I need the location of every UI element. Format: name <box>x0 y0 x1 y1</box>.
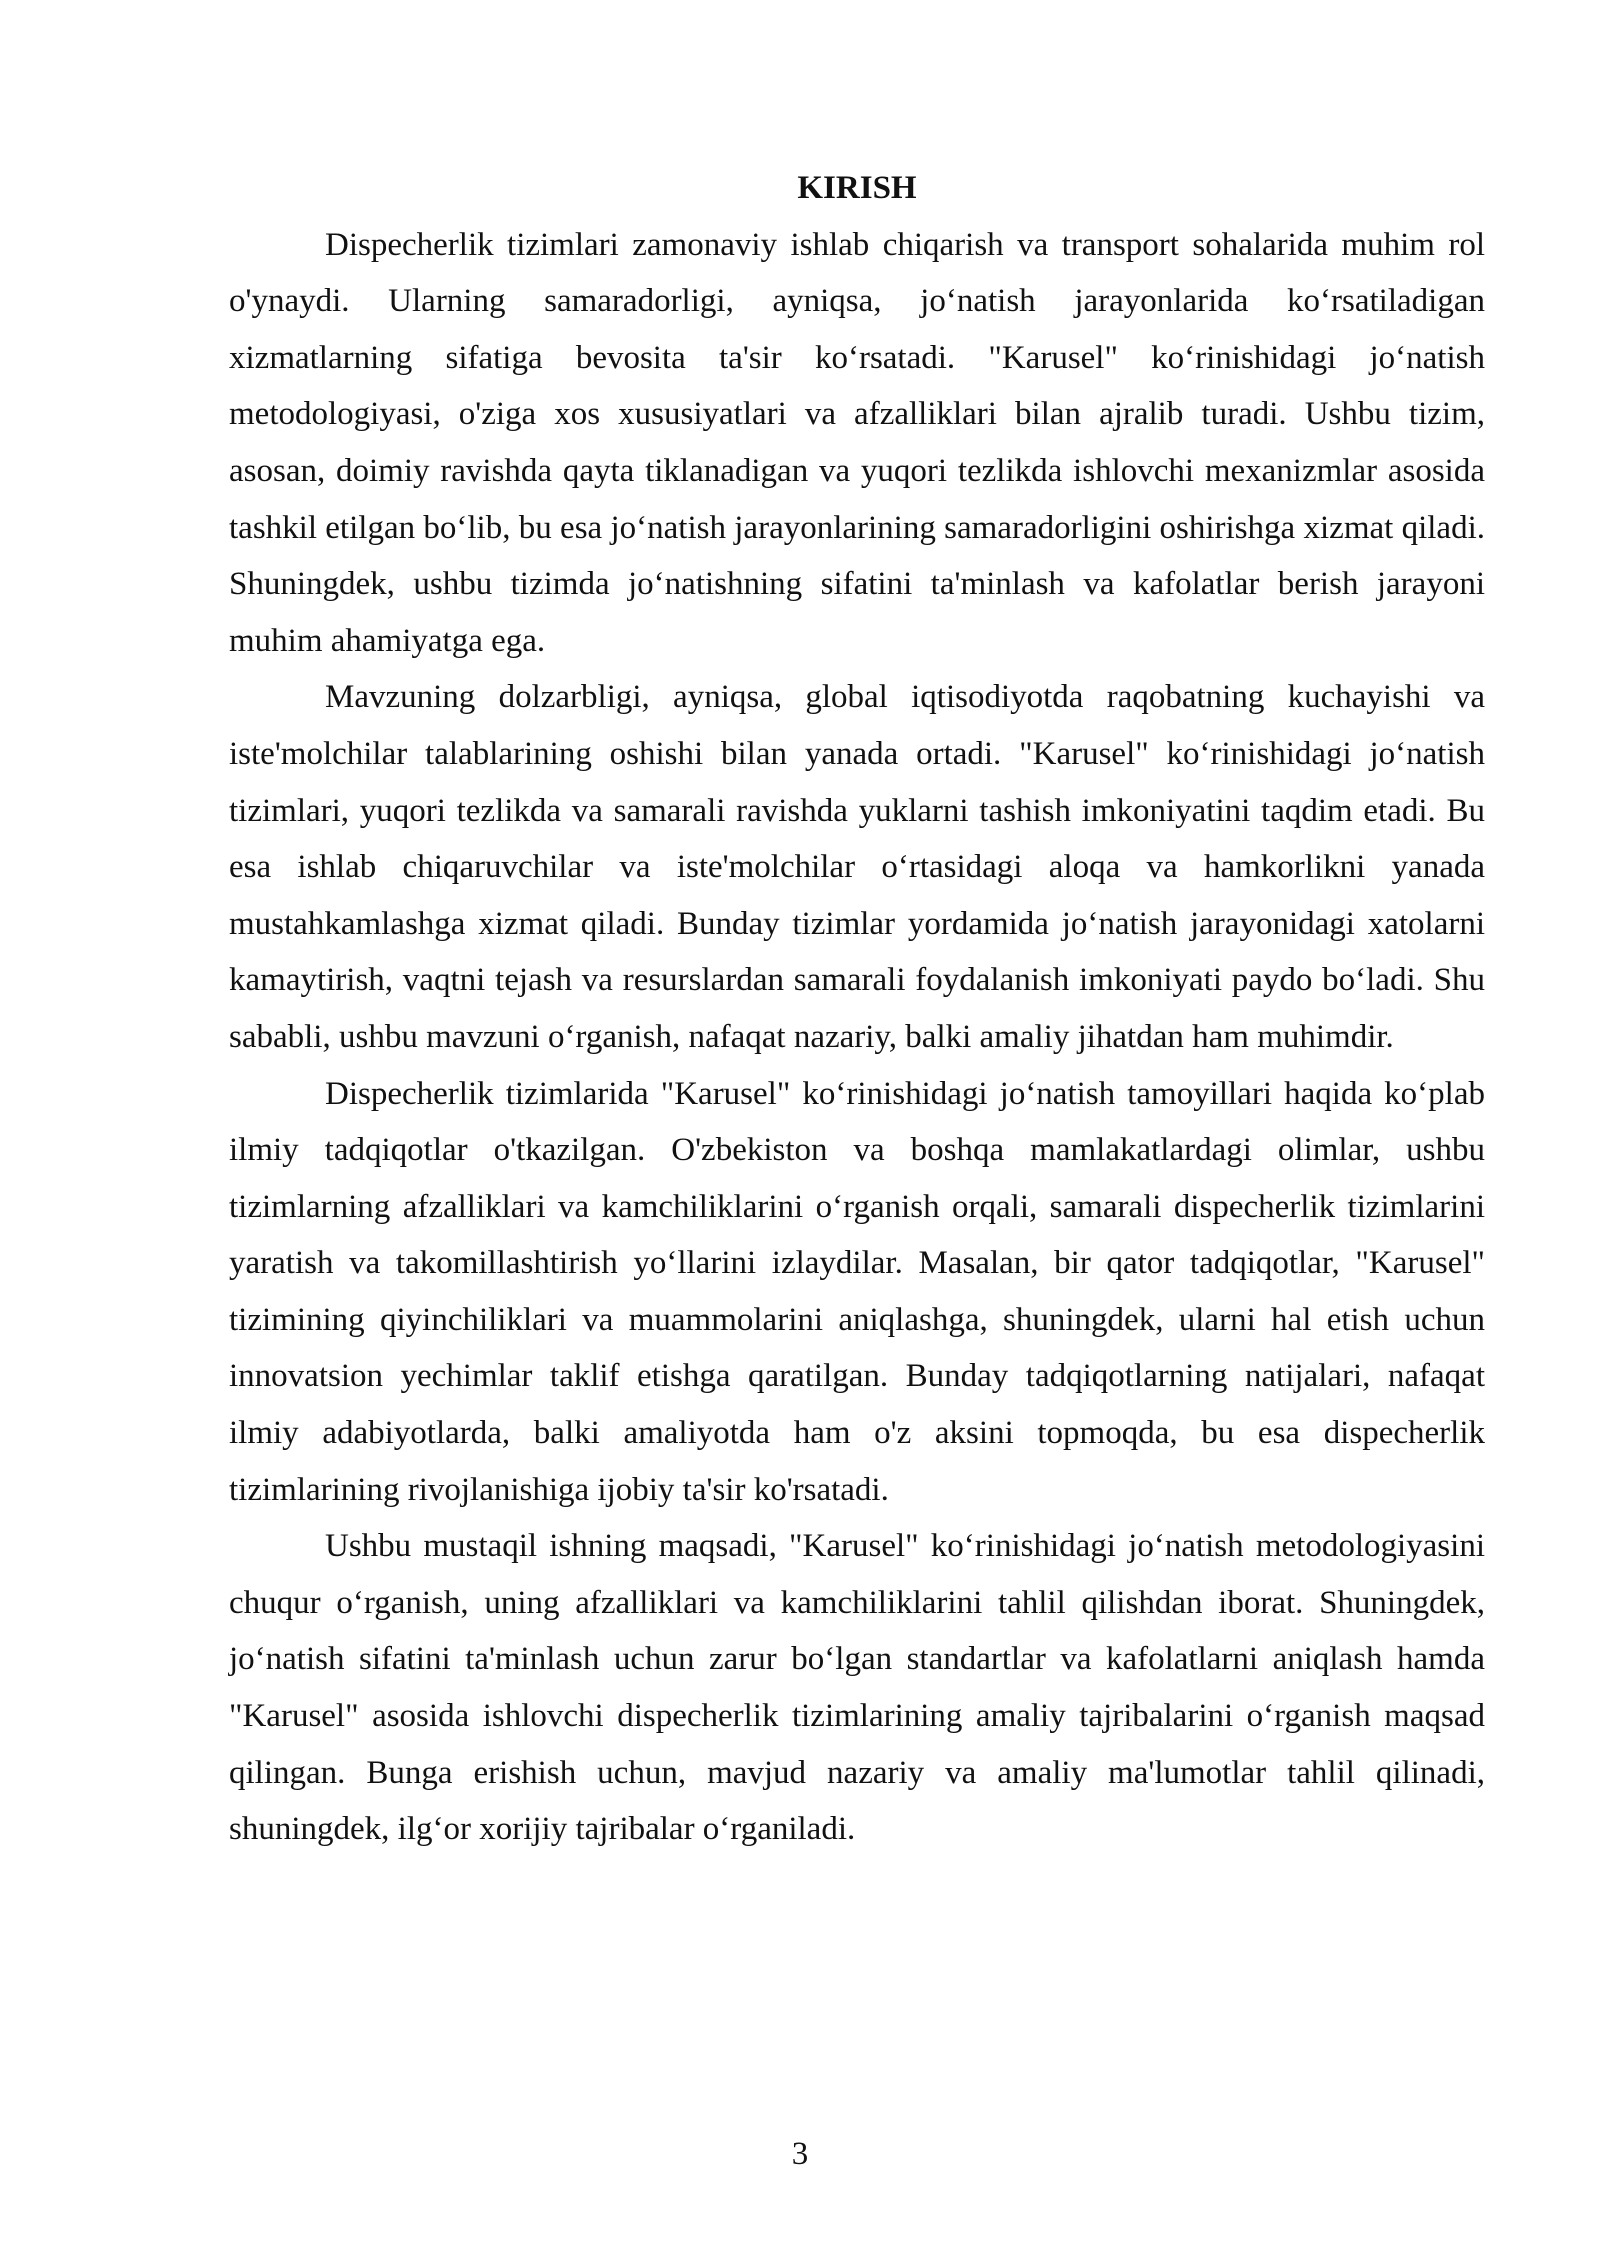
paragraph-4: Ushbu mustaqil ishning maqsadi, "Karusel" ko‘rinishidagi jo‘natish metodologiyasini chuqur o‘rganish, uning afzalliklari va kamchiliklarini tahlil qilishdan iborat. Shuningdek, jo‘natish sifatini ta'minlash uchun zarur bo‘lgan standartlar va kafolatlarni aniqlash hamda "Karusel" asosida ishlovchi dispecherlik tizimlarining amaliy tajribalarini o‘rganish maqsad qilingan. Bunga erishish uchun, mavjud nazariy va amaliy ma'lumotlar tahlil qilinadi, shuningdek, ilg‘or xorijiy tajribalar o‘rganiladi. <box>229 1528 1485 1848</box>
paragraph-3: Dispecherlik tizimlarida "Karusel" ko‘rinishidagi jo‘natish tamoyillari haqida ko‘plab ilmiy tadqiqotlar o'tkazilgan. O'zbekiston va boshqa mamlakatlardagi olimlar, ushbu tizimlarning afzalliklari va kamchiliklarini o‘rganish orqali, samarali dispecherlik tizimlarini yaratish va takomillashtirish yo‘llarini izlaydilar. Masalan, bir qator tadqiqotlar, "Karusel" tizimining qiyinchiliklari va muammolarini aniqlashga, shuningdek, ularni hal etish uchun innovatsion yechimlar taklif etishga qaratilgan. Bunday tadqiqotlarning natijalari, nafaqat ilmiy adabiyotlarda, balki amaliyotda ham o'z aksini topmoqda, bu esa dispecherlik tizimlarining rivojlanishiga ijobiy ta'sir ko'rsatadi. <box>229 1075 1485 1508</box>
paragraph-2: Mavzuning dolzarbligi, ayniqsa, global iqtisodiyotda raqobatning kuchayishi va iste'molchilar talablarining oshishi bilan yanada ortadi. "Karusel" ko‘rinishidagi jo‘natish tizimlari, yuqori tezlikda va samarali ravishda yuklarni tashish imkoniyatini taqdim etadi. Bu esa ishlab chiqaruvchilar va iste'molchilar o‘rtasidagi aloqa va hamkorlikni yanada mustahkamlashga xizmat qiladi. Bunday tizimlar yordamida jo‘natish jarayonidagi xatolarni kamaytirish, vaqtni tejash va resurslardan samarali foydalanish imkoniyati paydo bo‘ladi. Shu sababli, ushbu mavzuni o‘rganish, nafaqat nazariy, balki amaliy jihatdan ham muhimdir. <box>229 679 1485 1055</box>
paragraph-1: Dispecherlik tizimlari zamonaviy ishlab chiqarish va transport sohalarida muhim rol o'ynaydi. Ularning samaradorligi, ayniqsa, jo‘natish jarayonlarida ko‘rsatiladigan xizmatlarning sifatiga bevosita ta'sir ko‘rsatadi. "Karusel" ko‘rinishidagi jo‘natish metodologiyasi, o'ziga xos xususiyatlari va afzalliklari bilan ajralib turadi. Ushbu tizim, asosan, doimiy ravishda qayta tiklanadigan va yuqori tezlikda ishlovchi mexanizmlar asosida tashkil etilgan bo‘lib, bu esa jo‘natish jarayonlarining samaradorligini oshirishga xizmat qiladi. Shuningdek, ushbu tizimda jo‘natishning sifatini ta'minlash va kafolatlar berish jarayoni muhim ahamiyatga ega. <box>229 226 1485 659</box>
page-number: 3 <box>791 2136 809 2172</box>
section-heading: KIRISH <box>797 170 917 206</box>
page-content <box>229 160 1485 1858</box>
